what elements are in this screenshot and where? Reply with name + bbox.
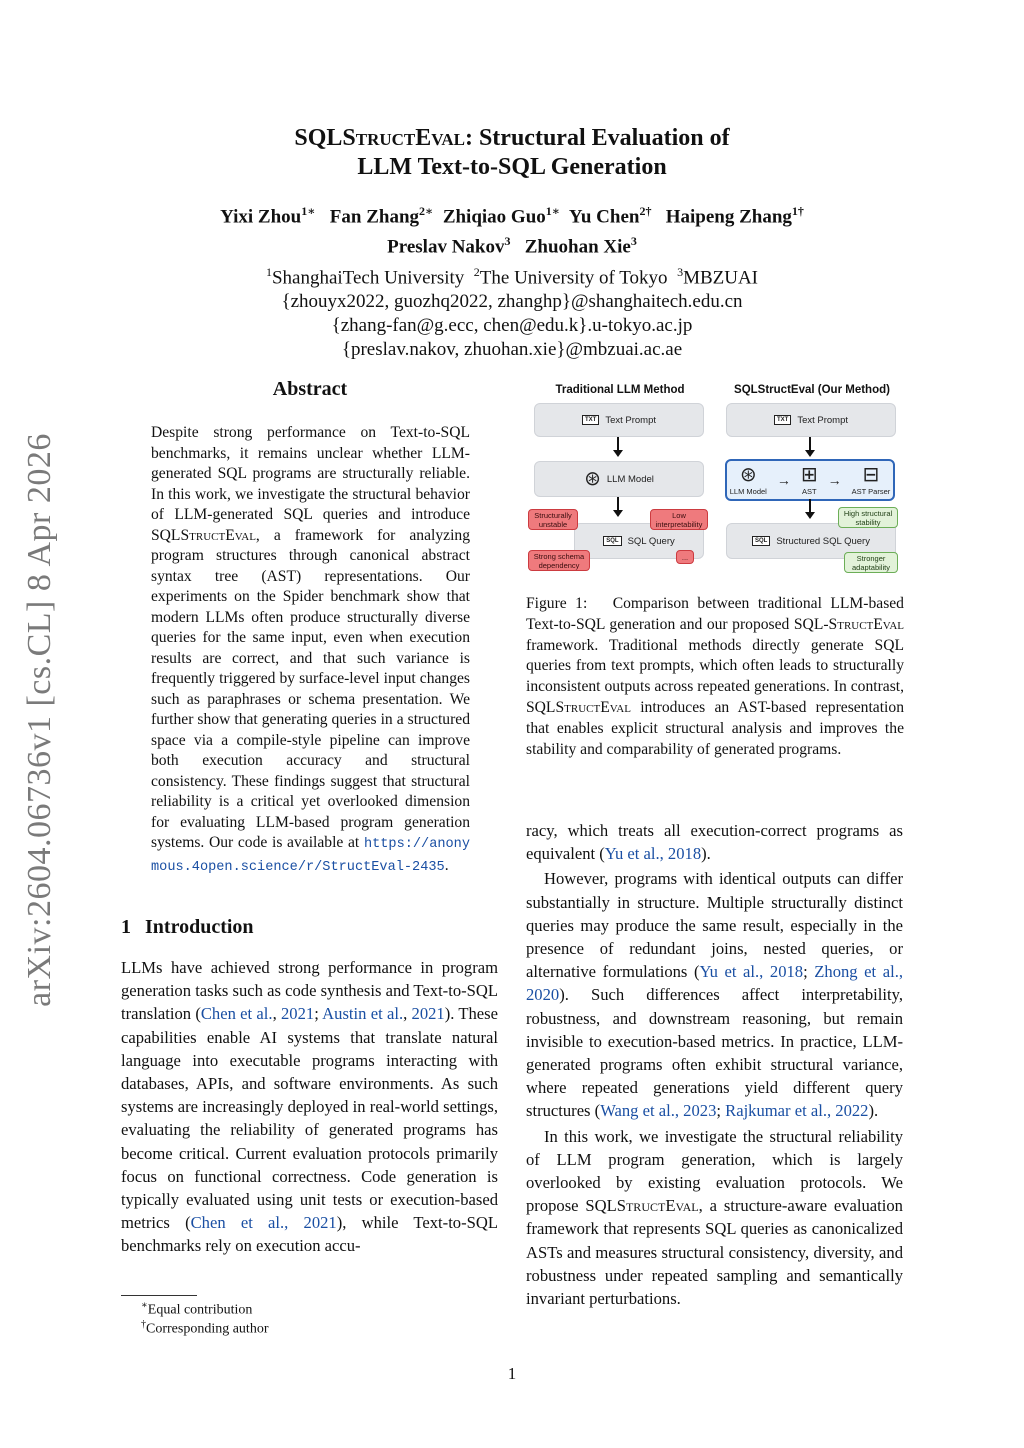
llm-model-label: LLM Model [606,473,654,485]
pipeline-llm [730,465,767,496]
author-block [0,199,1024,362]
author: Zhuohan Xie [524,236,631,258]
section-heading [121,916,254,939]
footnote-mark: ∗ [141,1300,148,1311]
author: Haipeng Zhang [665,206,792,228]
email-line: {zhouyx2022, guozhq2022, zhanghp}@shanghaitech.edu.cn [281,290,743,312]
affil-sup: 2 [473,264,480,279]
title-smallcaps: StructEval [342,125,465,151]
footnote [141,1316,268,1339]
parser-icon: ⊟ [862,463,880,486]
caption-smallcaps: StructEval [828,615,904,633]
structured-sql-label: Structured SQL Query [776,535,870,547]
author: Yixi Zhou [220,206,302,228]
section-number: 1 [121,916,131,938]
paragraph [526,1125,903,1311]
figure-left-title: Traditional LLM Method [555,384,685,396]
paragraph: LLMs have achieved strong performance in program generation tasks such as code synthesis and Text-to-SQL translation (Chen et al., 2021; Austin et al., 2021). These capabilities enable AI systems that translate natural language into executable programs interacting with databases, APIs, and software environments. As such systems are increasingly deployed in real-world settings, evaluating the reliability of generated programs has become critical. Current evaluation protocols primarily focus on functional correctness. Code generation is typically evaluated using unit tests or execution-based metrics (Chen et al., 2021), while Text-to-SQL benchmarks rely on execution accu- [121,958,498,1256]
author-sup: 3 [630,234,637,249]
paragraph [526,819,903,865]
title-line2: LLM Text-to-SQL Generation [357,154,667,180]
citation-link[interactable]: Chen et al. [200,1004,273,1024]
right-arrow-icon: → [827,472,842,488]
caption-label: Figure 1: [526,595,588,612]
body-text: LLMs have achieved strong performance in program generation tasks such as code synthesis and Text-to-SQL translation ( [121,958,498,1024]
paragraph: However, programs with identical outputs can differ substantially in structure. Multiple structurally distinct queries may produce the same result, especially in the presence of redundant joins, nested queries, or alternative formulations (Yu et al., 2018; Zhong et al., 2020). Such differences affect interpretability, robustness, and downstream reasoning, but remain invisible to execution-based metrics. In practice, LLM-generated programs often exhibit structural variance, where repeated generations yield different query structures (Wang et al., 2023; Rajkumar et al., 2022). [526,869,903,1121]
affil-sup: 3 [677,264,684,279]
affil-sup: 1 [265,264,272,279]
tag-more: ... [676,550,694,564]
text-prompt-box-ours [726,403,896,437]
sql-query-label: SQL Query [627,535,675,547]
citation-link[interactable]: Austin et al. [322,1004,404,1024]
tree-icon: ⊞ [800,463,818,486]
author-sup: 1∗ [301,204,316,218]
abstract-heading: Abstract [272,378,348,400]
openai-logo-icon: ⊛ [584,468,601,490]
citation-link[interactable]: Zhong et al., 2020 [526,962,903,1005]
affiliation: MBZUAI [683,266,759,288]
arxiv-identifier: arXiv:2604.06736v1 [cs.CL] 8 Apr 2026 [21,433,58,1007]
pipeline-parser-label: AST Parser [851,486,891,496]
caption-smallcaps: StructEval [555,698,631,716]
author-line-2 [0,229,1024,259]
title-prefix: SQL [294,125,343,151]
author-sup: 1† [791,204,804,218]
caption-text: Comparison between traditional LLM-based Text-to-SQL generation and our proposed SQL- [526,595,904,633]
pipeline-ast [801,465,818,496]
text-prompt-label: Text Prompt [605,414,657,426]
tag-high-stability: High structural stability [838,507,898,528]
figure-1 [526,378,906,578]
body-text: ). [868,1101,879,1121]
down-arrow [617,437,619,451]
body-text: ). Such differences affect interpretability, robustness, and downstream reasoning, but remain invisible to execution-based metrics. In practice, LLM-generated programs often exhibit structural variance, where repeated generations yield different query structures ( [526,985,903,1121]
down-arrow [617,497,619,511]
openai-logo-icon: ⊛ [739,463,757,486]
author-line-1 [0,199,1024,229]
sql-cube-icon: SQL [603,536,621,546]
author-sup: 3 [504,234,511,249]
pipeline-parser [852,465,891,496]
footnote-mark: † [141,1319,146,1330]
body-text: ). [701,844,711,864]
text-prompt-label: Text Prompt [797,414,849,426]
affiliations [0,260,1024,290]
author-sup: 2† [639,204,652,218]
sql-cube-icon: SQL [752,536,770,546]
caption-text: introduces an AST-based representation that enables explicit structural analysis and improves the stability and comparability of generated programs. [526,698,904,758]
right-arrow-icon: → [776,472,791,488]
figure-caption [526,594,904,760]
body-text: In this work, we investigate the structural reliability of LLM program generation, which is largely overlooked by existing evaluation protocols. We propose SQL [526,1126,903,1216]
text-prompt-box [534,403,704,437]
intro-right-column [526,819,903,1310]
footnote-text: Corresponding author [146,1321,269,1337]
citation-link[interactable]: Yu et al., 2018 [604,844,702,864]
author: Preslav Nakov [387,236,505,258]
abstract-text: , a framework for analyzing program structures through canonical abstract syntax tree (AST) representations. Our experiments on the Spider benchmark show that modern LLMs often produce structurally diverse queries for the same input, even when execution results are correct, and that such variance is frequently triggered by surface-level input changes such as paraphrases or schema presentation. We further show that generating queries in a structured space via a compile-style pipeline can improve both execution accuracy and structural consistency. These findings suggest that structural reliability is a critical yet overlooked dimension for evaluating LLM-based program generation systems. Our code is available at [151,526,470,851]
footnote-text: Equal contribution [147,1302,253,1318]
caption-text: framework. Traditional methods directly generate SQL queries from text prompts, which often leads to structurally inconsistent outputs across repeated generations. In contrast, SQL [526,636,904,716]
code-url-link[interactable]: https://anonymous.4open.science/r/StructEval-2435 [151,837,470,875]
paper-title [0,124,1024,182]
body-text: ). These capabilities enable AI systems that translate natural language into executable programs interacting with databases, APIs, and software environments. As such systems are increasingly deployed in real-world settings, evaluating the reliability of generated programs has become critical. Current evaluation protocols primarily focus on functional correctness. Code generation is typically evaluated using unit tests or execution-based metrics ( [121,1004,498,1233]
pipeline-llm-label: LLM Model [729,486,767,496]
author-sup: 2∗ [419,204,434,218]
tag-adaptability: Stronger adaptability [844,552,898,573]
citation-link[interactable]: 2021 [411,1004,445,1024]
email-line: {preslav.nakov, zhuohan.xie}@mbzuai.ac.ae [341,338,683,360]
citation-link[interactable]: 2021 [281,1004,315,1024]
tag-structurally-unstable: Structurally unstable [528,509,578,530]
abstract-smallcaps: StructEval [180,526,256,544]
citation-link[interactable]: Yu et al., 2018 [699,962,804,982]
tag-low-interpretability: Low interpretability [650,509,708,530]
citation-link[interactable]: Chen et al., 2021 [190,1213,337,1233]
abstract-text: Despite strong performance on Text-to-SQL benchmarks, it remains unclear whether LLM-generated SQL programs are structurally reliable. In this work, we investigate the structural behavior of LLM-generated SQL queries and introduce SQL [151,424,470,544]
down-arrow [809,499,811,513]
txt-file-icon: TXT [774,415,791,425]
body-smallcaps: StructEval [616,1196,699,1216]
citation-link[interactable]: Wang et al., 2023 [600,1101,717,1121]
down-arrow [809,437,811,451]
llm-model-box [534,461,704,497]
pipeline-ast-label: AST [801,486,817,496]
author: Yu Chen [568,206,640,228]
body-text: ), while Text-to-SQL benchmarks rely on execution accu- [121,1213,498,1256]
email-line: {zhang-fan@g.ecc, chen@edu.k}.u-tokyo.ac.jp [331,314,693,336]
body-text: racy, which treats all execution-correct programs as equivalent ( [526,821,903,864]
txt-file-icon: TXT [582,415,599,425]
page-number: 1 [507,1364,517,1383]
llm-ast-pipeline-box [725,459,895,501]
affiliation: ShanghaiTech University [271,266,465,288]
body-text: , a structure-aware evaluation framework that represents SQL queries as canonicalized ASTs and measures structural consistency, diversity, and robustness under repeated sampling and semantically invariant perturbations. [526,1196,903,1309]
tag-schema-dependency: Strong schema dependency [528,550,590,571]
intro-left-column [121,956,498,1258]
body-text: However, programs with identical outputs can differ substantially in structure. Multiple structurally distinct queries may produce the same result, especially in the presence of redundant joins, nested queries, or alternative formulations ( [526,869,903,982]
author-sup: 1∗ [545,204,561,218]
affiliation: The University of Tokyo [479,266,668,288]
title-line1-rest: : Structural Evaluation of [464,125,730,151]
author: Fan Zhang [329,206,420,228]
figure-right-title: SQLStructEval (Our Method) [734,384,890,396]
abstract-body [151,423,470,878]
footnote-rule [121,1295,197,1296]
section-title: Introduction [145,916,254,938]
author: Zhiqiao Guo [442,206,546,228]
abstract-text-end: . [444,856,449,874]
citation-link[interactable]: Rajkumar et al., 2022 [725,1101,869,1121]
